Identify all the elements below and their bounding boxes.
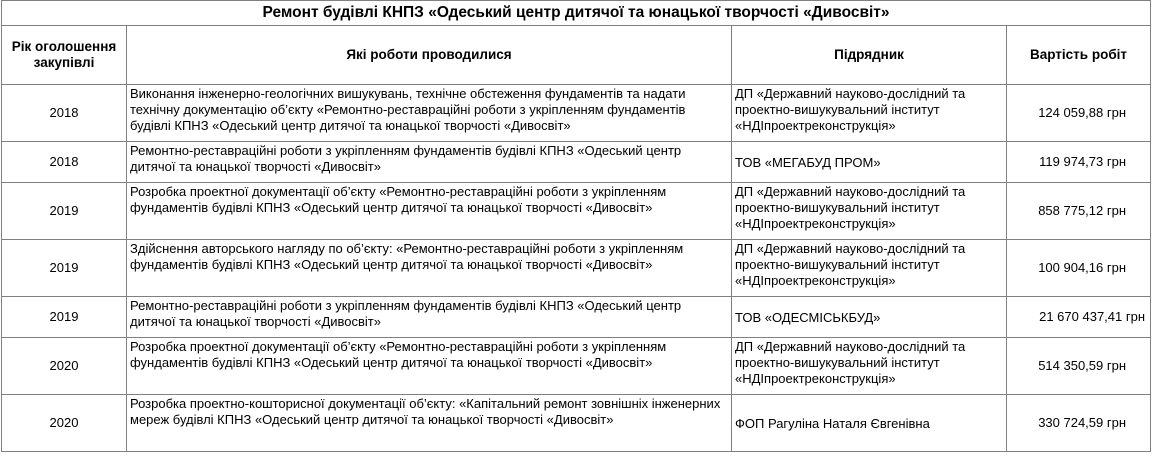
cell-year: 2020	[2, 338, 127, 395]
header-contractor: Підрядник	[732, 26, 1007, 85]
cell-year: 2019	[2, 297, 127, 338]
cell-cost: 21 670 437,41 грн	[1007, 297, 1151, 338]
cell-contractor: ДП «Державний науково-дослідний та проектно-вишукувальний інститут «НДІпроектреконструкція»	[732, 85, 1007, 142]
cell-year: 2018	[2, 142, 127, 183]
table-title: Ремонт будівлі КНПЗ «Одеський центр дитячої та юнацької творчості «Дивосвіт»	[2, 1, 1151, 26]
cell-year: 2019	[2, 183, 127, 240]
table-row	[2, 240, 1151, 297]
cell-year: 2019	[2, 240, 127, 297]
title-row	[2, 1, 1151, 26]
table-row	[2, 142, 1151, 183]
cell-cost: 119 974,73 грн	[1007, 142, 1151, 183]
header-works: Які роботи проводилися	[127, 26, 732, 85]
cell-works: Здійснення авторського нагляду по об’єкту: «Ремонтно-реставраційні роботи з укріпленням фундаментів будівлі КПНЗ «Одеський центр дитячої та юнацької творчості «Дивосвіт»	[127, 240, 732, 297]
cell-works: Ремонтно-реставраційні роботи з укріпленням фундаментів будівлі КПНЗ «Одеський центр дитячої та юнацької творчості «Дивосвіт»	[127, 142, 732, 183]
cell-cost: 124 059,88 грн	[1007, 85, 1151, 142]
cell-contractor: ТОВ «МЕГАБУД ПРОМ»	[732, 142, 1007, 183]
table-row	[2, 183, 1151, 240]
cell-contractor: ДП «Державний науково-дослідний та проектно-вишукувальний інститут «НДІпроектреконструкція»	[732, 338, 1007, 395]
cell-contractor: ДП «Державний науково-дослідний та проектно-вишукувальний інститут «НДІпроектреконструкція»	[732, 183, 1007, 240]
cell-cost: 330 724,59 грн	[1007, 395, 1151, 452]
cell-year: 2020	[2, 395, 127, 452]
cell-works: Розробка проектної документації об’єкту «Ремонтно-реставраційні роботи з укріпленням фундаментів будівлі КПНЗ «Одеський центр дитячої та юнацької творчості «Дивосвіт»	[127, 183, 732, 240]
cell-contractor: ТОВ «ОДЕСМІСЬКБУД»	[732, 297, 1007, 338]
cell-works: Ремонтно-реставраційні роботи з укріпленням фундаментів будівлі КНПЗ «Одеський центр дитячої та юнацької творчості «Дивосвіт»	[127, 297, 732, 338]
cell-cost: 100 904,16 грн	[1007, 240, 1151, 297]
table-row	[2, 297, 1151, 338]
table-row	[2, 395, 1151, 452]
header-cost: Вартість робіт	[1007, 26, 1151, 85]
cell-contractor: ФОП Рагуліна Наталя Євгенівна	[732, 395, 1007, 452]
cell-cost: 858 775,12 грн	[1007, 183, 1151, 240]
cell-cost: 514 350,59 грн	[1007, 338, 1151, 395]
cell-works: Виконання інженерно-геологічних вишукувань, технічне обстеження фундаментів та надати технічну документацію об’єкту «Ремонтно-реставраційні роботи з укріпленням фундаментів будівлі КПНЗ «Одеський центр дитячої та юнацької творчості «Дивосвіт»	[127, 85, 732, 142]
cell-year: 2018	[2, 85, 127, 142]
table-row	[2, 338, 1151, 395]
header-row	[2, 26, 1151, 85]
cell-works: Розробка проектної документації об’єкту «Ремонтно-реставраційні роботи з укріпленням фундаментів будівлі КПНЗ «Одеський центр дитячої та юнацької творчості «Дивосвіт»	[127, 338, 732, 395]
cell-contractor: ДП «Державний науково-дослідний та проектно-вишукувальний інститут «НДІпроектреконструкція»	[732, 240, 1007, 297]
table-row	[2, 85, 1151, 142]
header-year: Рік оголошення закупівлі	[2, 26, 127, 85]
cell-works: Розробка проектно-кошторисної документації об’єкту: «Капітальний ремонт зовнішніх інженерних мереж будівлі КПНЗ «Одеський центр дитячої та юнацької творчості «Дивосвіт»	[127, 395, 732, 452]
repairs-table	[1, 0, 1151, 452]
